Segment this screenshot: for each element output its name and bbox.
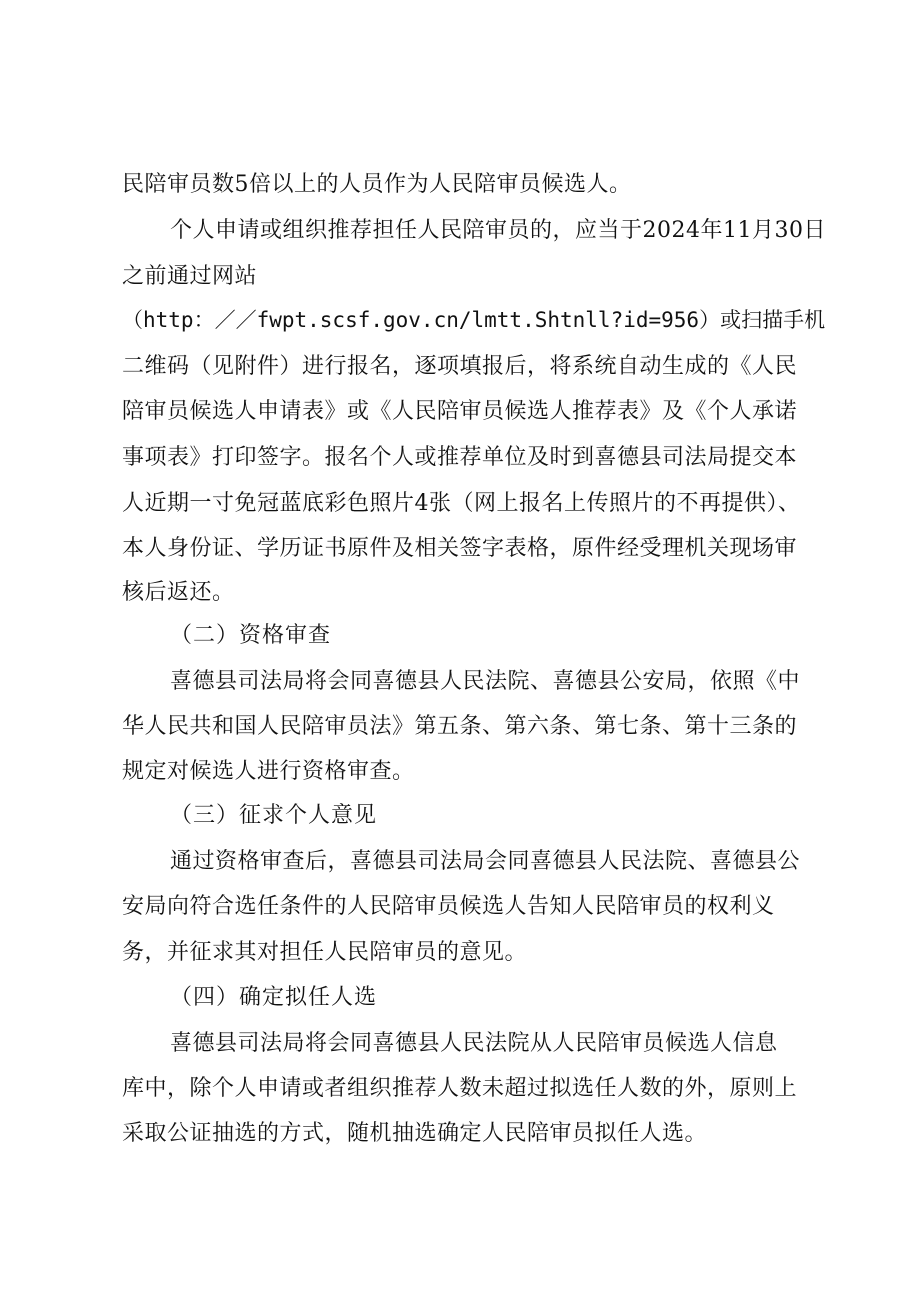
paragraph-line: 陪审员候选人申请表》或《人民陪审员候选人推荐表》及《个人承诺	[122, 399, 798, 424]
paragraph-line: 之前通过网站	[122, 264, 258, 289]
paragraph-line: 安局向符合选任条件的人民陪审员候选人告知人民陪审员的权利义	[122, 894, 775, 919]
paragraph-line: 民陪审员数5倍以上的人员作为人民陪审员候选人。	[122, 172, 632, 197]
paragraph-line: 规定对候选人进行资格审查。	[122, 759, 415, 784]
section-heading-determine-candidates: （四）确定拟任人选	[170, 985, 378, 1010]
paragraph-line: 华人民共和国人民陪审员法》第五条、第六条、第七条、第十三条的	[122, 714, 798, 739]
section-heading-solicit-opinion: （三）征求个人意见	[170, 803, 378, 828]
paragraph-line: 本人身份证、学历证书原件及相关签字表格，原件经受理机关现场审	[122, 536, 798, 561]
paragraph-line: 喜德县司法局将会同喜德县人民法院、喜德县公安局，依照《中	[170, 669, 801, 694]
paragraph-line: 个人申请或组织推荐担任人民陪审员的，应当于2024年11月30日	[170, 218, 826, 243]
paragraph-line: 库中，除个人申请或者组织推荐人数未超过拟选任人数的外，原则上	[122, 1076, 798, 1101]
paragraph-line: 事项表》打印签字。报名个人或推荐单位及时到喜德县司法局提交本	[122, 445, 798, 470]
section-heading-qualification-review: （二）资格审查	[170, 623, 332, 648]
paragraph-line: 人近期一寸免冠蓝底彩色照片4张（网上报名上传照片的不再提供）、	[122, 491, 801, 516]
paragraph-line: 务，并征求其对担任人民陪审员的意见。	[122, 940, 528, 965]
paragraph-line: 采取公证抽选的方式，随机抽选确定人民陪审员拟任人选。	[122, 1121, 708, 1146]
paragraph-line: 核后返还。	[122, 580, 235, 605]
paragraph-line: 通过资格审查后，喜德县司法局会同喜德县人民法院、喜德县公	[170, 849, 801, 874]
paragraph-line-url: （http：／／fwpt.scsf.gov.cn/lmtt.Shtnll?id=956）或扫描手机	[122, 308, 826, 332]
paragraph-line: 二维码（见附件）进行报名，逐项填报后，将系统自动生成的《人民	[122, 354, 798, 379]
paragraph-line: 喜德县司法局将会同喜德县人民法院从人民陪审员候选人信息	[170, 1031, 778, 1056]
